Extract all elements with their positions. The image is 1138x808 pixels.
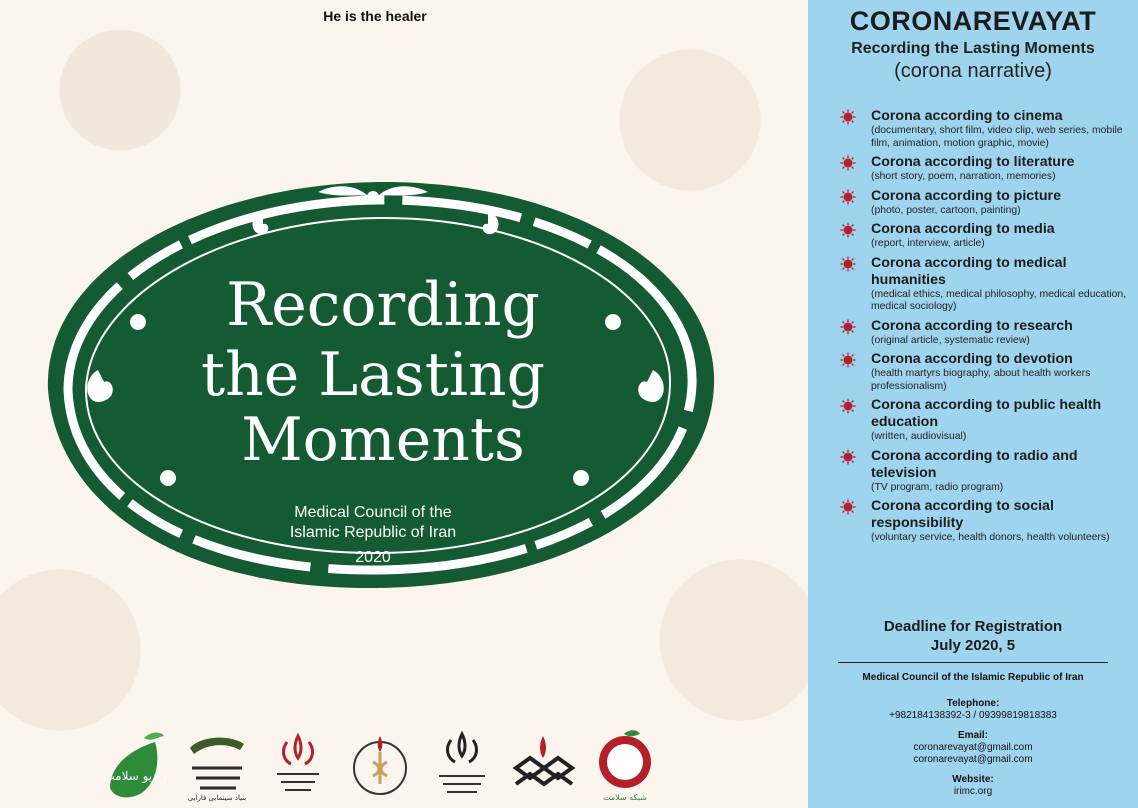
salamat-network-logo — [590, 728, 660, 802]
category-list — [840, 108, 1130, 549]
category-title: Corona according to picture — [871, 187, 1061, 204]
deadline — [808, 617, 1138, 655]
emblem-year: 2020 — [355, 549, 391, 566]
ministry-health-logo — [427, 728, 497, 802]
deadline-label: Deadline for Registration — [883, 618, 1063, 635]
ministry-culture-logo — [263, 728, 333, 802]
category-description: (photo, poster, cartoon, painting) — [871, 204, 1021, 216]
email-value-1: coronarevayat@gmail.com — [913, 742, 1033, 753]
radio-salamat-logo — [100, 728, 170, 802]
category-description: (report, interview, article) — [871, 238, 985, 249]
brand-subtitle-2: (corona narrative) — [894, 60, 1052, 82]
category-title: Corona according to social responsibility — [871, 498, 1054, 531]
salamat-network-logo-text: شبکه سلامت — [602, 793, 647, 802]
contact-org: Medical Council of the Islamic Republic of Iran — [862, 672, 1084, 683]
category-title: Corona according to literature — [871, 154, 1075, 170]
brand-subtitle: Recording the Lasting Moments — [851, 40, 1095, 57]
website-label: Website: — [952, 774, 994, 785]
category-title: Corona according to medical humanities — [871, 254, 1067, 288]
category-description: (short story, poem, narration, memories) — [871, 171, 1056, 182]
category-item — [840, 397, 1130, 444]
category-title: Corona according to public health education — [871, 397, 1102, 430]
category-title: Corona according to radio and television — [871, 447, 1078, 481]
virus-icon — [840, 155, 856, 171]
category-item — [840, 108, 1130, 150]
category-title: Corona according to media — [871, 221, 1055, 237]
flower-icon — [130, 314, 146, 330]
tagline: He is the healer — [323, 8, 427, 24]
category-description: (documentary, short film, video clip, web series, mobile film, animation, motion graphic, movie) — [871, 125, 1123, 149]
contact-info — [808, 672, 1138, 798]
flower-icon — [573, 470, 589, 486]
category-item — [840, 498, 1130, 545]
category-item — [840, 154, 1130, 184]
virus-icon — [840, 109, 856, 125]
emblem-org-line-2: Islamic Republic of Iran — [289, 524, 457, 541]
virus-icon — [840, 256, 856, 272]
info-sidebar — [808, 0, 1138, 808]
farabi-foundation-logo — [182, 728, 252, 802]
radio-salamat-logo-text: رادیو سلامت — [103, 769, 167, 783]
medical-council-logo — [345, 728, 415, 802]
emblem — [28, 160, 728, 600]
virus-icon — [840, 449, 856, 465]
category-item — [840, 448, 1130, 495]
irib-logo — [508, 728, 578, 802]
emblem-title-line-1: Recording — [226, 270, 540, 340]
category-description: (written, audiovisual) — [871, 431, 967, 442]
flower-icon — [160, 470, 176, 486]
virus-icon — [840, 352, 856, 368]
brand-title: CORONAREVAYAT — [849, 6, 1097, 36]
virus-icon — [840, 319, 856, 335]
emblem-title-line-3: Moments — [241, 405, 525, 475]
category-item — [840, 351, 1130, 393]
category-item — [840, 318, 1130, 348]
divider — [838, 662, 1108, 663]
virus-icon — [840, 398, 856, 414]
farabi-foundation-logo-text: بنیاد سینمایی فارابی — [187, 794, 246, 802]
deadline-date: July 2020, 5 — [930, 637, 1016, 654]
flower-icon — [605, 314, 621, 330]
virus-icon — [840, 189, 856, 205]
category-title: Corona according to devotion — [871, 351, 1073, 367]
emblem-graphic — [28, 160, 728, 600]
category-item — [840, 188, 1130, 218]
category-description: (original article, systematic review) — [871, 334, 1030, 346]
emblem-title-line-2: the Lasting — [200, 340, 546, 410]
category-item — [840, 221, 1130, 251]
telephone-value: +982184138392-3 / 09399819818383 — [889, 710, 1057, 721]
flower-icon — [367, 191, 379, 203]
category-description: (health martyrs biography, about health workers professionalism) — [871, 368, 1091, 392]
category-item — [840, 255, 1130, 314]
virus-icon — [840, 499, 856, 515]
category-description: (TV program, radio program) — [871, 481, 1004, 493]
category-title: Corona according to cinema — [871, 108, 1063, 124]
telephone-label: Telephone: — [946, 698, 1000, 709]
email-label: Email: — [957, 730, 988, 741]
virus-icon — [840, 222, 856, 238]
sponsor-logos — [100, 725, 660, 805]
category-title: Corona according to research — [871, 317, 1073, 334]
email-value-2: coronarevayat@gmail.com — [913, 754, 1033, 765]
category-description: (voluntary service, health donors, health volunteers) — [871, 532, 1110, 543]
category-description: (medical ethics, medical philosophy, medical education, medical sociology) — [871, 288, 1127, 312]
emblem-org-line-1: Medical Council of the — [294, 504, 452, 521]
website-value: irimc.org — [953, 786, 993, 797]
